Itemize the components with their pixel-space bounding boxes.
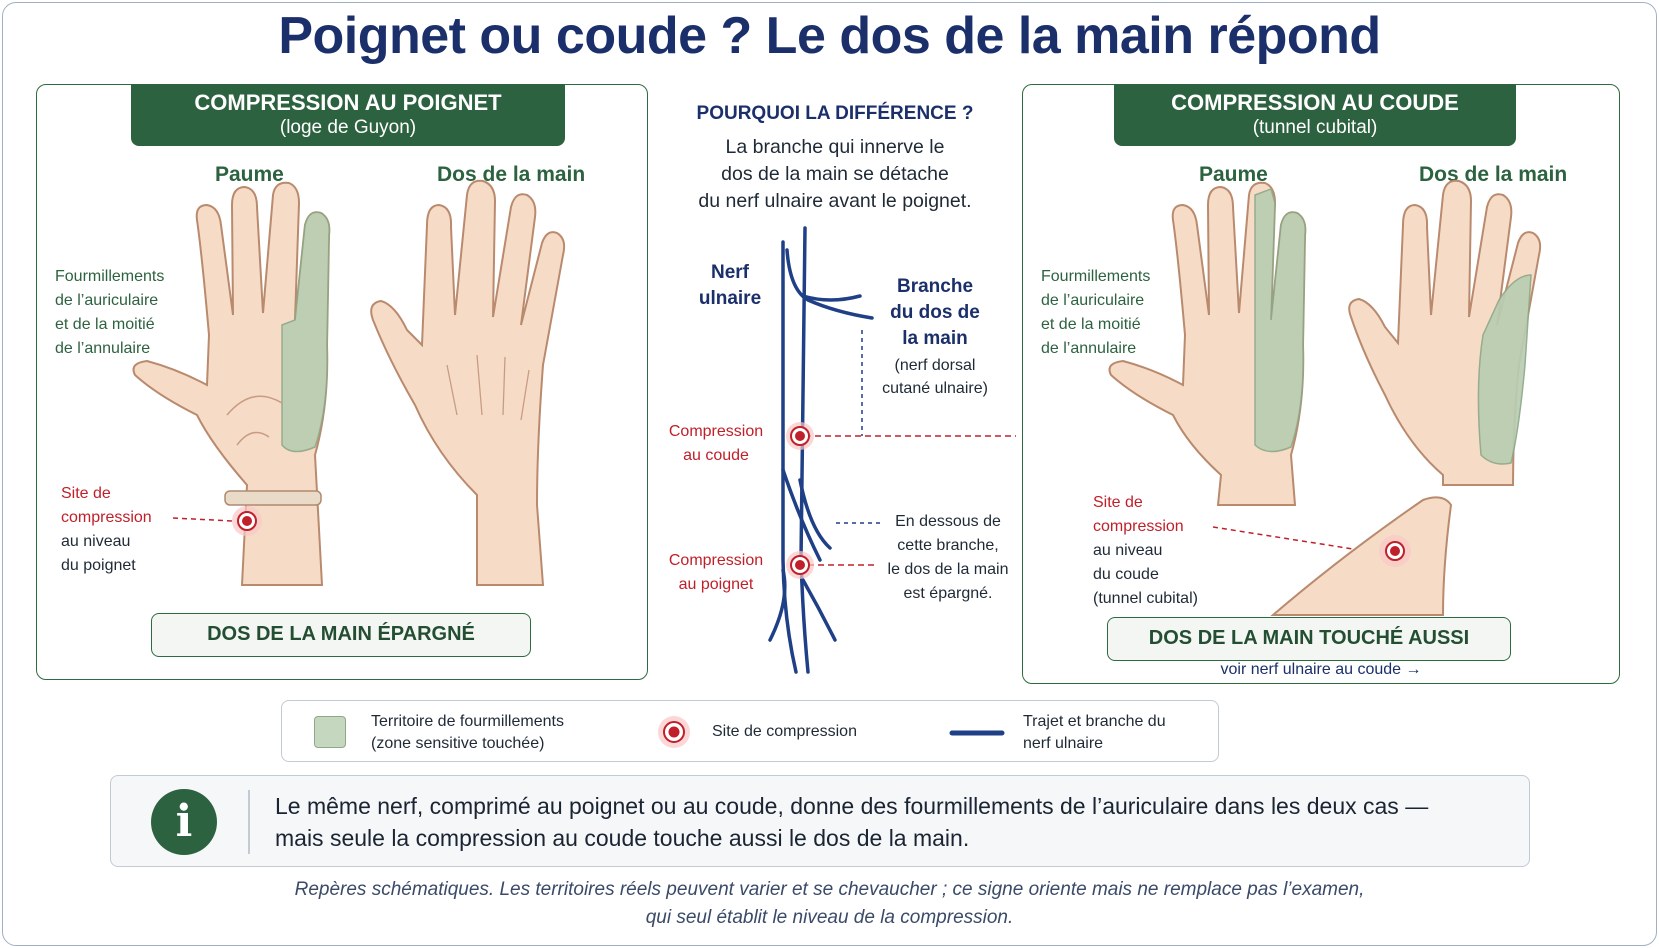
column-label-back: Dos de la main bbox=[1419, 163, 1568, 186]
elbow-compression-marker bbox=[786, 422, 814, 450]
branch-label: Branche du dos de la main bbox=[890, 276, 980, 349]
panel-elbow-compression bbox=[1022, 84, 1620, 684]
column-label-palm: Paume bbox=[1199, 163, 1268, 186]
verdict-badge-wrist: DOS DE LA MAIN ÉPARGNÉ bbox=[151, 613, 531, 657]
panel-subtitle: (loge de Guyon) bbox=[279, 117, 417, 138]
panel-title: COMPRESSION AU POIGNET bbox=[194, 90, 502, 115]
footer-disclaimer: Repères schématiques. Les territoires réels peuvent varier et se chevaucher ; ce signe oriente mais ne remplace pas l’examen, qui seul établit le niveau de la compression. bbox=[294, 879, 1365, 928]
legend bbox=[281, 700, 1219, 762]
column-label-palm: Paume bbox=[215, 163, 284, 186]
center-title: POURQUOI LA DIFFÉRENCE ? bbox=[696, 103, 974, 124]
compression-site-note: Site de compression au niveau du poignet bbox=[61, 485, 152, 574]
verdict-badge-elbow: DOS DE LA MAIN TOUCHÉ AUSSI bbox=[1107, 617, 1511, 661]
tingling-note: Fourmillements de l’auriculaire et de la moitié de l’annulaire bbox=[55, 268, 165, 357]
wrist-compression-marker-center bbox=[786, 551, 814, 579]
info-text: Le même nerf, comprimé au poignet ou au coude, donne des fourmillements de l’auriculaire dans les deux cas — mais seule la compression au coude touche aussi le dos de la main. bbox=[275, 793, 1429, 851]
tingling-swatch bbox=[314, 716, 346, 748]
info-divider bbox=[248, 790, 250, 854]
below-branch-note: En dessous de cette branche, le dos de la main est épargné. bbox=[887, 513, 1009, 602]
info-box bbox=[110, 775, 1530, 867]
elbow-compression-label: Compression au coude bbox=[668, 423, 764, 464]
info-icon: i bbox=[151, 789, 217, 855]
center-explanation: La branche qui innerve le dos de la main se détache du nerf ulnaire avant le poignet. bbox=[698, 136, 972, 212]
compression-site-icon bbox=[657, 715, 691, 749]
legend-nerve: Trajet et branche du nerf ulnaire bbox=[1023, 713, 1166, 752]
nerve-line-icon bbox=[950, 728, 1004, 738]
branch-sublabel: (nerf dorsal cutané ulnaire) bbox=[882, 357, 988, 397]
compression-site-note: Site de compression au niveau du coude (tunnel cubital) bbox=[1093, 494, 1198, 607]
column-label-back: Dos de la main bbox=[437, 163, 586, 186]
panel-subtitle: (tunnel cubital) bbox=[1252, 117, 1378, 138]
panel-title: COMPRESSION AU COUDE bbox=[1171, 90, 1459, 115]
legend-tingling: Territoire de fourmillements (zone sensitive touchée) bbox=[371, 713, 564, 752]
tingling-note: Fourmillements de l’auriculaire et de la moitié de l’annulaire bbox=[1041, 268, 1151, 357]
legend-site: Site de compression bbox=[712, 723, 857, 740]
nerve-label: Nerf ulnaire bbox=[698, 262, 762, 309]
wrist-compression-label: Compression au poignet bbox=[668, 552, 764, 593]
see-more-link[interactable]: voir nerf ulnaire au coude → bbox=[1220, 661, 1422, 678]
page-title: Poignet ou coude ? Le dos de la main répond bbox=[278, 7, 1381, 65]
